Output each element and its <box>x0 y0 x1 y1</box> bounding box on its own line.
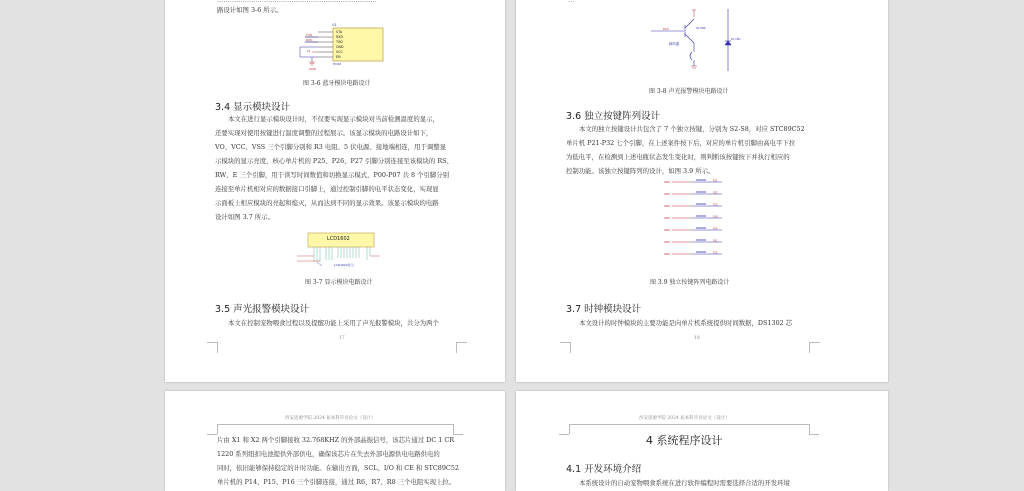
figure-caption: 图 3-7 显示模块电路设计 <box>305 279 373 286</box>
document-page-18 <box>516 0 888 382</box>
paragraph-line: VO、VCC、VSS 三个引脚分别和 R3 电阻、5 伏电源、接地端相连，用于调整显 <box>215 143 447 151</box>
document-page-19 <box>165 391 505 491</box>
paragraph-line: 为低电平，在检测到上述电瓶状态发生变化时，则判断该按键按下并执行相应的 <box>566 153 790 161</box>
paragraph-line: 本文在进行显示模块设计时，不仅要实现显示模块对当前检测温度的显示， <box>228 115 439 123</box>
paragraph-line: 还要实现对使用按键进行温度调整的过程展示。该显示模块的电路设计如下， <box>215 129 433 137</box>
svg-text:P21: P21 <box>713 179 718 183</box>
svg-text:GND: GND <box>664 217 670 220</box>
svg-text:STA: STA <box>336 30 343 34</box>
margin-corner-mark <box>207 342 218 353</box>
section-3-4-body <box>215 112 460 224</box>
svg-text:GND: GND <box>664 205 670 208</box>
svg-text:GND: GND <box>664 193 670 196</box>
document-page-17 <box>165 0 505 382</box>
paragraph-line: 设计如图 3.7 所示。 <box>215 213 274 221</box>
margin-corner-mark <box>456 342 467 353</box>
svg-text:EN: EN <box>336 55 341 59</box>
section-heading: 3.4 显示模块设计 <box>215 102 291 113</box>
paragraph-line: 同时，依旧能够保持稳定的计时功能。在输出方面，SCL、I/O 和 CE 和 STC89C52 <box>217 464 459 472</box>
figure-3-6-bluetooth-schematic <box>290 22 390 72</box>
figure-3-7-lcd-schematic <box>292 230 382 272</box>
section-heading: 3.5 声光报警模块设计 <box>215 304 310 315</box>
svg-text:P30: P30 <box>713 215 718 219</box>
paragraph-line: 1220 系列纽扣电池提供外部供电，确保该芯片在失去外部电源供电电路供电的 <box>217 450 440 458</box>
margin-corner-mark <box>809 342 820 353</box>
svg-text:GND: GND <box>336 45 344 49</box>
section-heading: 4.1 开发环境介绍 <box>566 464 642 475</box>
paragraph-line: 本系统设计的自动宠物喂食系统在进行软件编程时需要选择合适的开发环境 <box>579 479 790 487</box>
text-line-cut: … <box>568 0 575 4</box>
section-heading: 3.7 时钟模块设计 <box>566 304 642 315</box>
paragraph-line: 控制功能。该独立按键阵列的设计，如图 3.9 所示。 <box>566 167 715 175</box>
figure-caption: 图 3-6 蓝牙模块电路设计 <box>303 80 371 87</box>
svg-text:GND: GND <box>664 181 670 184</box>
paragraph-line: 本文的独立按键设计共包含了 7 个独立按键，分别为 S2-S8，对应 STC89C52 <box>579 125 805 133</box>
page-header: 西安思源学院 2024 届本科毕业论文（设计） <box>285 416 376 421</box>
chapter-title: 4 系统程序设计 <box>646 434 723 447</box>
paragraph-line: 单片机 P21-P32 七个引脚，在上述案件按下后，对应的单片机引脚由高电平下拉 <box>566 139 796 147</box>
figure-caption: 图 3-8 声光报警模块电路设计 <box>649 88 729 95</box>
paragraph-line: 本文设计的时钟模块的主要功能是向单片机系统提供时间数据，DS1302 芯 <box>579 319 793 327</box>
section-3-6-body <box>566 122 836 178</box>
header-rule <box>217 424 453 425</box>
paragraph-line: 示模块的显示亮度，核心单片机的 P25、P26、P27 引脚分别连接至该模块的 RS、 <box>215 157 453 165</box>
paragraph-line: 路设计如图 3-6 所示。 <box>217 6 283 14</box>
svg-text:GND: GND <box>664 241 670 244</box>
paragraph-line: 单片机的 P14、P15、P16 三个引脚连接，通过 R6、R7、R8 三个电阻实现上拉。 <box>217 478 456 486</box>
svg-text:P32: P32 <box>713 251 718 255</box>
svg-text:TXD: TXD <box>336 40 343 44</box>
section-body <box>217 433 467 489</box>
figure-3-9-key-array-schematic <box>662 178 742 268</box>
page-header: 西安思源学院 2024 届本科毕业论文（设计） <box>639 416 730 421</box>
svg-text:RXD: RXD <box>336 35 344 39</box>
header-rule <box>569 424 809 425</box>
margin-corner-mark <box>569 424 570 434</box>
svg-text:P31: P31 <box>713 239 718 243</box>
svg-text:LCD1602: LCD1602 <box>327 236 350 242</box>
svg-text:LCD1602显示: LCD1602显示 <box>334 263 354 267</box>
page-number: 18 <box>694 336 700 341</box>
paragraph-line: 片由 X1 和 X2 两个引脚接收 32.768KHZ 的外部晶振信号，该芯片通过 DC 1 CR <box>217 436 455 444</box>
svg-text:Q1 PNP: Q1 PNP <box>696 27 706 30</box>
margin-corner-mark <box>560 342 571 353</box>
figure-3-8-alarm-schematic <box>650 7 750 77</box>
margin-corner-mark <box>559 434 569 435</box>
margin-corner-mark <box>809 434 819 435</box>
svg-text:P20: P20 <box>663 27 669 31</box>
svg-text:GND: GND <box>664 229 670 232</box>
page-number: 17 <box>339 336 345 341</box>
svg-text:+5: +5 <box>306 49 311 53</box>
svg-text:GND: GND <box>664 253 670 256</box>
svg-text:P24: P24 <box>713 227 718 231</box>
svg-text:HC06: HC06 <box>333 62 342 66</box>
svg-text:TXD: TXD <box>306 33 313 37</box>
document-page-20 <box>516 391 888 491</box>
svg-text:P22: P22 <box>713 191 718 195</box>
svg-text:U1: U1 <box>332 23 337 27</box>
paragraph-line: RW、E 三个引脚，用于读写时间数值和切换显示模式，P00-P07 共 8 个引脚分别 <box>215 171 450 179</box>
svg-text:D1 LED: D1 LED <box>731 38 741 41</box>
svg-text:P23: P23 <box>713 203 718 207</box>
svg-text:VCC: VCC <box>336 50 343 54</box>
svg-text:蜂鸣器: 蜂鸣器 <box>669 42 680 46</box>
figure-caption: 图 3.9 独立按键阵列电路设计 <box>650 279 730 286</box>
svg-text:GND: GND <box>309 67 316 71</box>
paragraph-line: 示面板上相应模块的亮起和熄灭，从而达到不同的显示效果。该显示模块的电路 <box>215 199 439 207</box>
paragraph-line: 本文在控制宠物喂食过程以及提醒功能上采用了声光报警模块，共分为两个 <box>228 319 439 327</box>
text-line-cut: ………………………………………………………………… <box>217 0 377 4</box>
section-heading: 3.6 独立按键阵列设计 <box>566 111 661 122</box>
margin-corner-mark <box>809 424 810 434</box>
svg-text:RXD: RXD <box>306 38 313 42</box>
margin-corner-mark <box>207 434 217 435</box>
paragraph-line: 连接至单片机相对应的数据接口引脚上，通过控制引脚的电平状态变化，实现显 <box>215 185 439 193</box>
